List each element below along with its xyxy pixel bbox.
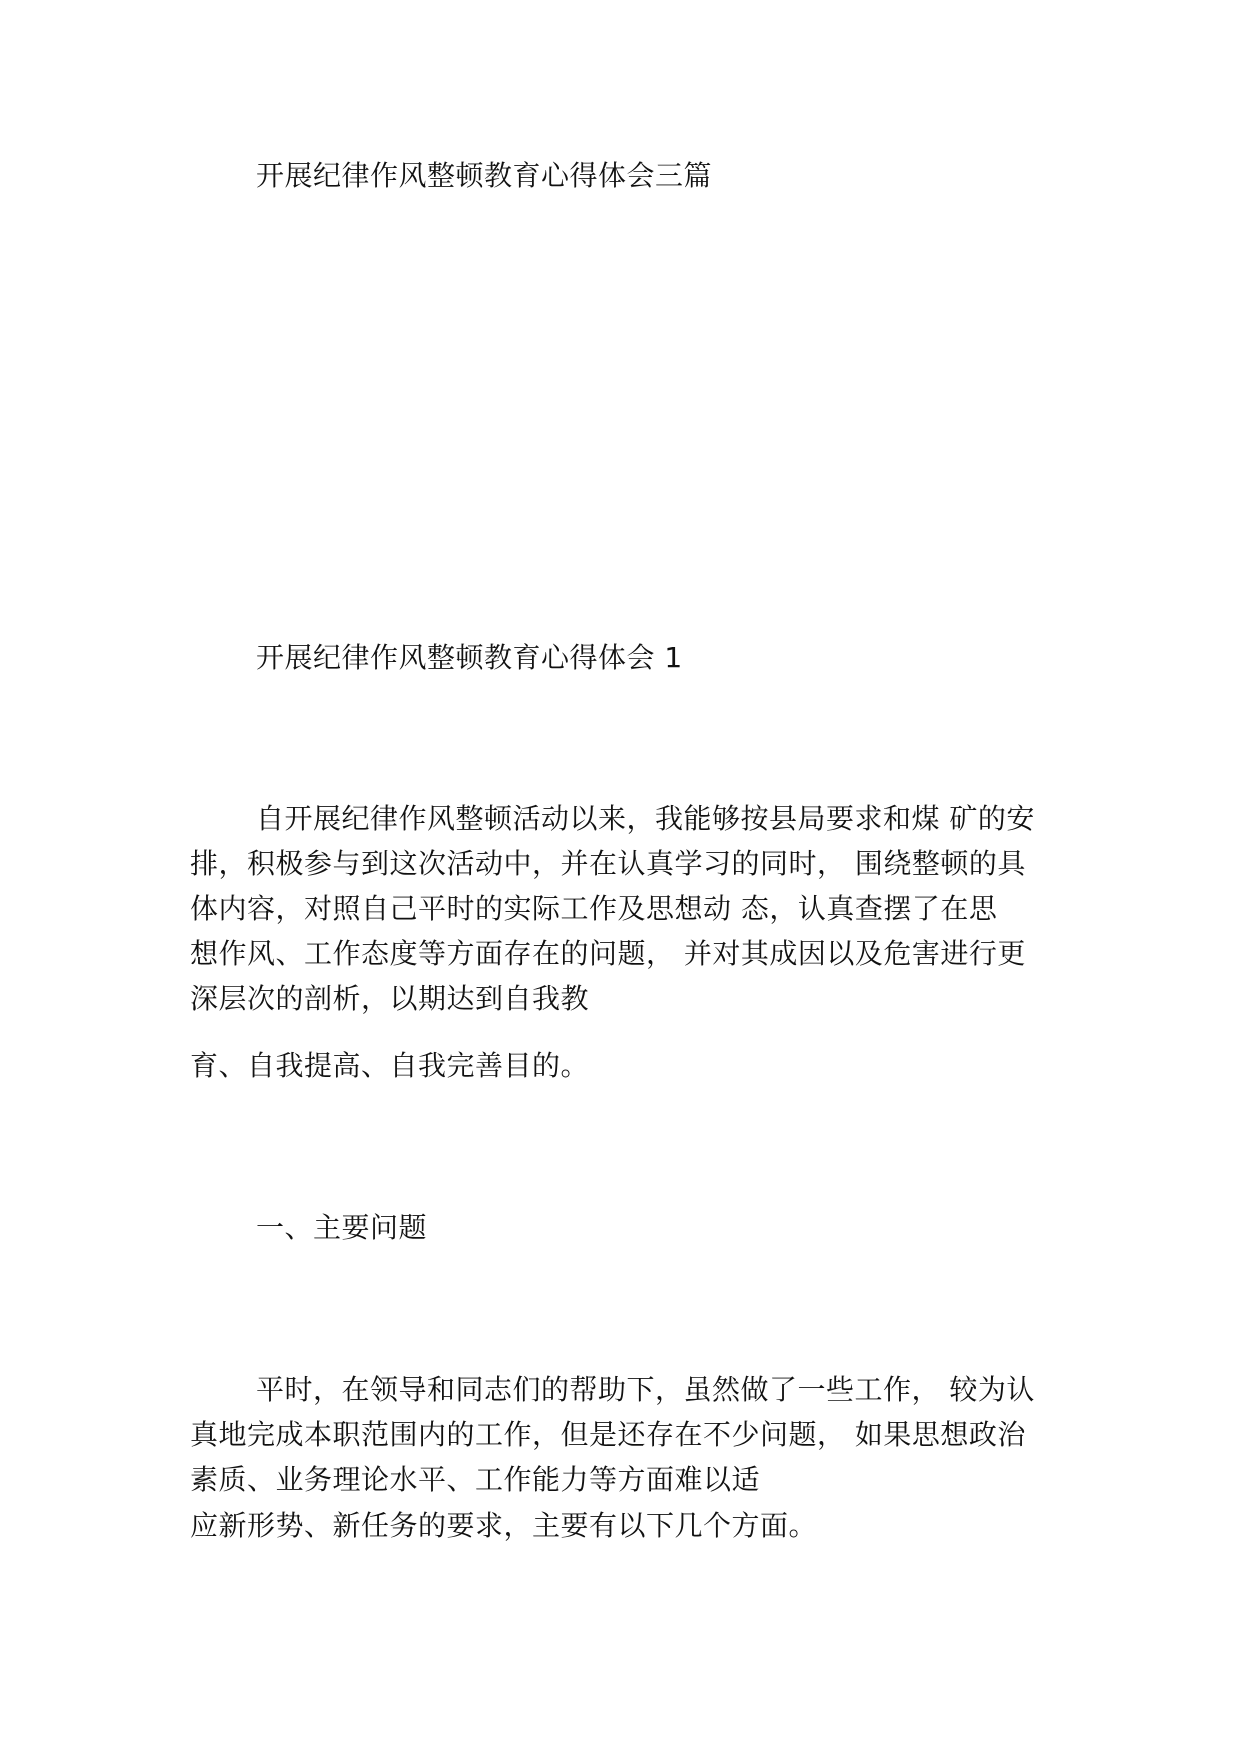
paragraph-line: 素质、业务理论水平、工作能力等方面难以适 — [190, 1463, 761, 1496]
section-heading: 一、主要问题 — [256, 1211, 428, 1244]
paragraph-line: 体内容，对照自己平时的实际工作及思想动 态，认真查摆了在思 — [190, 892, 998, 925]
paragraph-line: 想作风、工作态度等方面存在的问题， 并对其成因以及危害进行更 — [190, 937, 1026, 970]
paragraph-problems-tail: 应新形势、新任务的要求，主要有以下几个方面。 — [190, 1509, 818, 1542]
paragraph-line: 真地完成本职范围内的工作，但是还存在不少问题， 如果思想政治 — [190, 1418, 1026, 1451]
document-title: 开展纪律作风整顿教育心得体会三篇 — [256, 159, 713, 192]
paragraph-line: 平时，在领导和同志们的帮助下，虽然做了一些工作， 较为认 — [256, 1373, 1035, 1406]
paragraph-intro-tail: 育、自我提高、自我完善目的。 — [190, 1049, 590, 1082]
document-subtitle: 开展纪律作风整顿教育心得体会 1 — [256, 641, 683, 674]
paragraph-line: 自开展纪律作风整顿活动以来，我能够按县局要求和煤 矿的安 — [256, 802, 1035, 835]
paragraph-problems — [190, 1367, 1060, 1502]
paragraph-line: 排，积极参与到这次活动中，并在认真学习的同时， 围绕整顿的具 — [190, 847, 1026, 880]
paragraph-line: 深层次的剖析，以期达到自我教 — [190, 982, 590, 1015]
paragraph-intro — [190, 796, 1060, 1021]
